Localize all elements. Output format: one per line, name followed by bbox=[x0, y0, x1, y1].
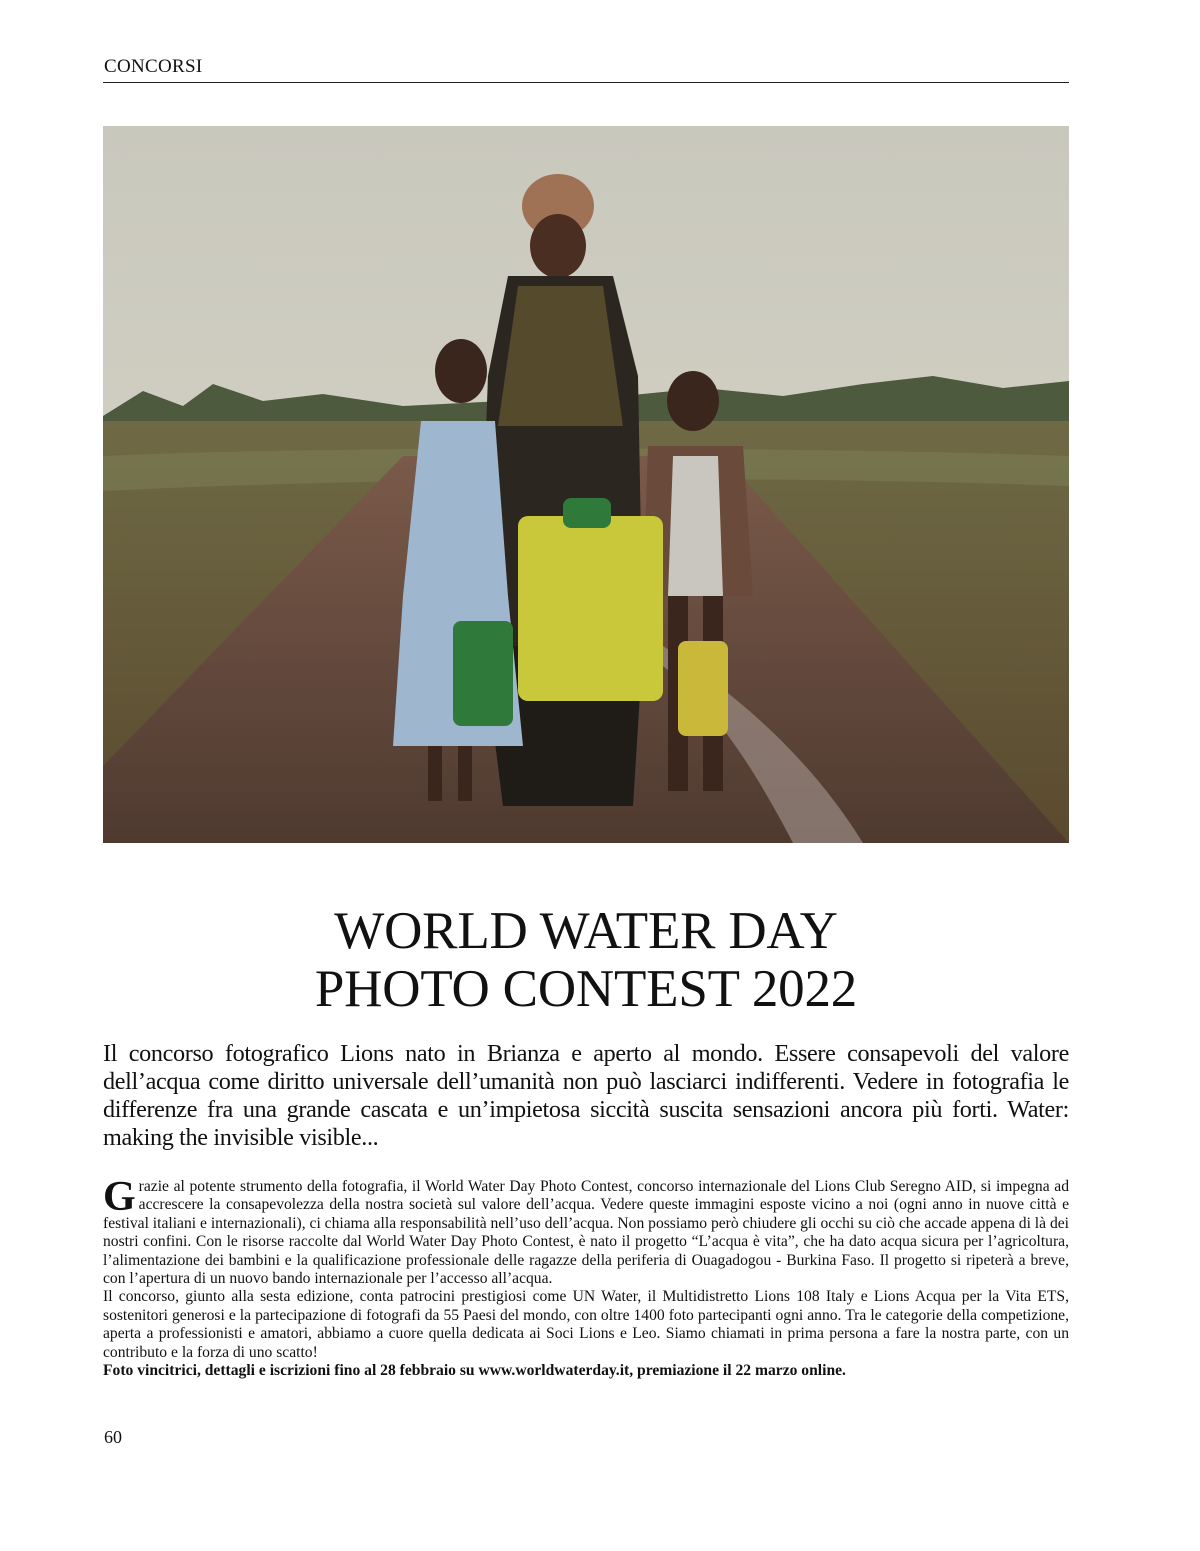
feature-photo bbox=[103, 126, 1069, 843]
article-body bbox=[103, 1174, 1069, 1380]
drop-cap: G bbox=[103, 1174, 136, 1220]
header-rule bbox=[103, 82, 1069, 83]
body-paragraph-2: Il concorso, giunto alla sesta edizione, conta patrocini prestigiosi come UN Water, il Multidistretto Lions 108 Italy e Lions Acqua per la Vita ETS, sostenitori generosi e la partecipazione di fotografi da 55 Paesi del mondo, con oltre 1400 foto partecipanti ogni anno. Tra le categorie della competizione, aperta a professionisti e amatori, abbiamo a cuore quella dedicata ai Soci Lions e Leo. Siamo chiamati in prima persona a fare la nostra parte, con un contributo e la forza di uno scatto! bbox=[103, 1288, 1069, 1361]
body-paragraph-1-text: razie al potente strumento della fotografia, il World Water Day Photo Contest, concorso internazionale del Lions Club Seregno AID, si impegna ad accrescere la consapevolezza della nostra società sul valore dell’acqua. Vedere queste immagini esposte vicino a noi (ogni anno in nuove città e festival italiani e internazionali), ci chiama alla responsabilità nell’uso dell’acqua. Non possiamo però chiudere gli occhi su ciò che accade appena di là dei nostri confini. Con le risorse raccolte dal World Water Day Photo Contest, è nato il progetto “L’acqua è vita”, che ha dato acqua sicura per l’agricoltura, l’alimentazione dei bambini e la qualificazione professionale delle ragazze della periferia di Ouagadogou - Burkina Faso. Il progetto si ripeterà a breve, con l’apertura di un nuovo bando internazionale per l’accesso all’acqua. bbox=[103, 1178, 1069, 1288]
article-lead: Il concorso fotografico Lions nato in Brianza e aperto al mondo. Essere consapevoli del valore dell’acqua come diritto universale dell’umanità non può lasciarci indifferenti. Vedere in fotografia le differenze fra una grande cascata e un’impietosa siccità suscita sensazioni ancora più forti. Water: making the invisible visible... bbox=[103, 1040, 1069, 1151]
page-number: 60 bbox=[104, 1427, 122, 1447]
section-label: CONCORSI bbox=[104, 56, 203, 77]
article-title-line1: WORLD WATER DAY bbox=[334, 902, 838, 960]
article-title bbox=[103, 902, 1069, 1018]
closing-note: Foto vincitrici, dettagli e iscrizioni fino al 28 febbraio su www.worldwaterday.it, premiazione il 22 marzo online. bbox=[103, 1362, 846, 1380]
body-paragraph-1 bbox=[103, 1174, 1069, 1288]
article-title-line2: PHOTO CONTEST 2022 bbox=[314, 960, 858, 1018]
